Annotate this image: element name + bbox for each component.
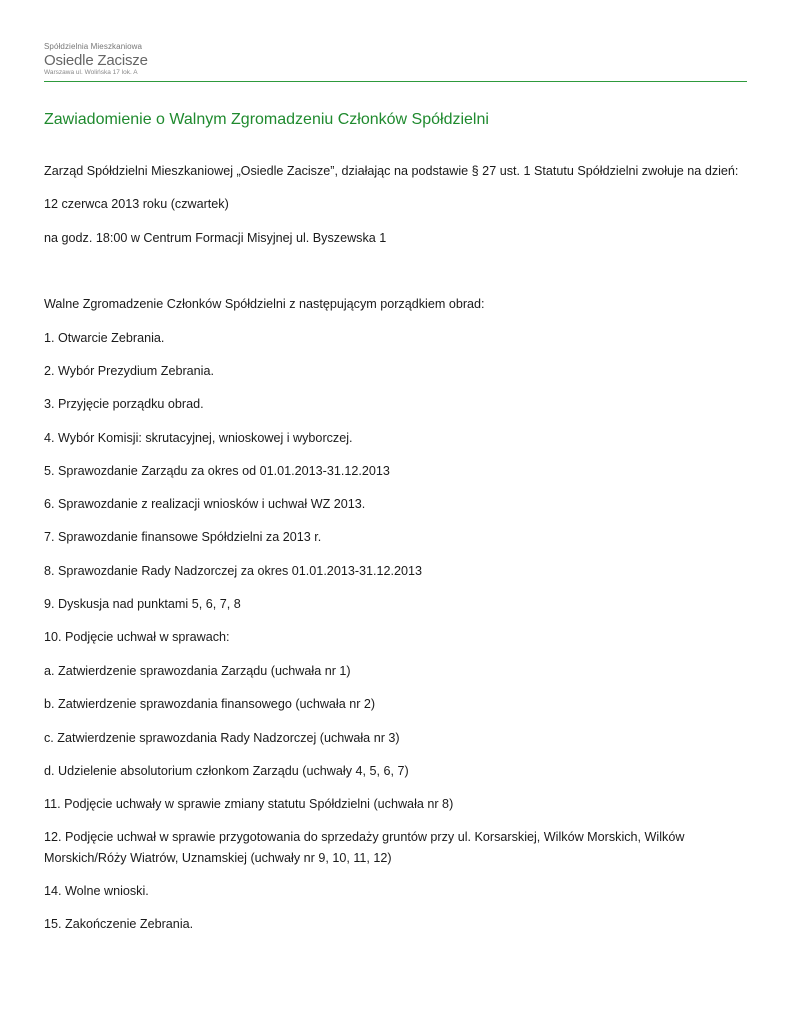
agenda-item: 10. Podjęcie uchwał w sprawach: (44, 630, 230, 644)
agenda-item: 3. Przyjęcie porządku obrad. (44, 397, 204, 411)
agenda-subitem: d. Udzielenie absolutorium członkom Zarządu (uchwały 4, 5, 6, 7) (44, 764, 409, 778)
agenda-item: 1. Otwarcie Zebrania. (44, 331, 165, 345)
agenda-item: 15. Zakończenie Zebrania. (44, 917, 194, 931)
agenda-item: 2. Wybór Prezydium Zebrania. (44, 364, 214, 378)
meeting-place: na godz. 18:00 w Centrum Formacji Misyjnej ul. Byszewska 1 (44, 231, 387, 245)
agenda-item: 14. Wolne wnioski. (44, 884, 149, 898)
meeting-date: 12 czerwca 2013 roku (czwartek) (44, 197, 229, 211)
logo-name: Osiedle Zacisze (44, 52, 148, 69)
intro-paragraph: Zarząd Spółdzielni Mieszkaniowej „Osiedle Zacisze”, działając na podstawie § 27 ust. 1 Statutu Spółdzielni zwołuje na dzień: (44, 164, 739, 178)
agenda-item: 6. Sprawozdanie z realizacji wniosków i uchwał WZ 2013. (44, 497, 366, 511)
agenda-item: 4. Wybór Komisji: skrutacyjnej, wnioskowej i wyborczej. (44, 431, 353, 445)
agenda-subitem: a. Zatwierdzenie sprawozdania Zarządu (uchwała nr 1) (44, 664, 351, 678)
agenda-subitem: b. Zatwierdzenie sprawozdania finansowego (uchwała nr 2) (44, 697, 376, 711)
agenda-item: 11. Podjęcie uchwały w sprawie zmiany statutu Spółdzielni (uchwała nr 8) (44, 797, 454, 811)
logo-address: Warszawa ul. Wolińska 17 lok. A (44, 69, 138, 76)
agenda-heading: Walne Zgromadzenie Członków Spółdzielni z następującym porządkiem obrad: (44, 297, 485, 311)
agenda-item: 8. Sprawozdanie Rady Nadzorczej za okres 01.01.2013-31.12.2013 (44, 564, 423, 578)
logo-org-line: Spółdzielnia Mieszkaniowa (44, 42, 143, 51)
notice-title: Zawiadomienie o Walnym Zgromadzeniu Członków Spółdzielni (44, 111, 489, 128)
header-divider (44, 81, 747, 82)
agenda-subitem: c. Zatwierdzenie sprawozdania Rady Nadzorczej (uchwała nr 3) (44, 731, 400, 745)
agenda-item: 7. Sprawozdanie finansowe Spółdzielni za 2013 r. (44, 530, 322, 544)
agenda-item: 12. Podjęcie uchwał w sprawie przygotowania do sprzedaży gruntów przy ul. Korsarskiej, Wilków Morskich, Wilków Morskich/Róży Wiatrów, Uznamskiej (uchwały nr 9, 10, 11, 12) (44, 830, 685, 865)
letterhead-logo (44, 43, 148, 77)
agenda-item: 9. Dyskusja nad punktami 5, 6, 7, 8 (44, 597, 241, 611)
agenda-item: 5. Sprawozdanie Zarządu za okres od 01.01.2013-31.12.2013 (44, 464, 390, 478)
